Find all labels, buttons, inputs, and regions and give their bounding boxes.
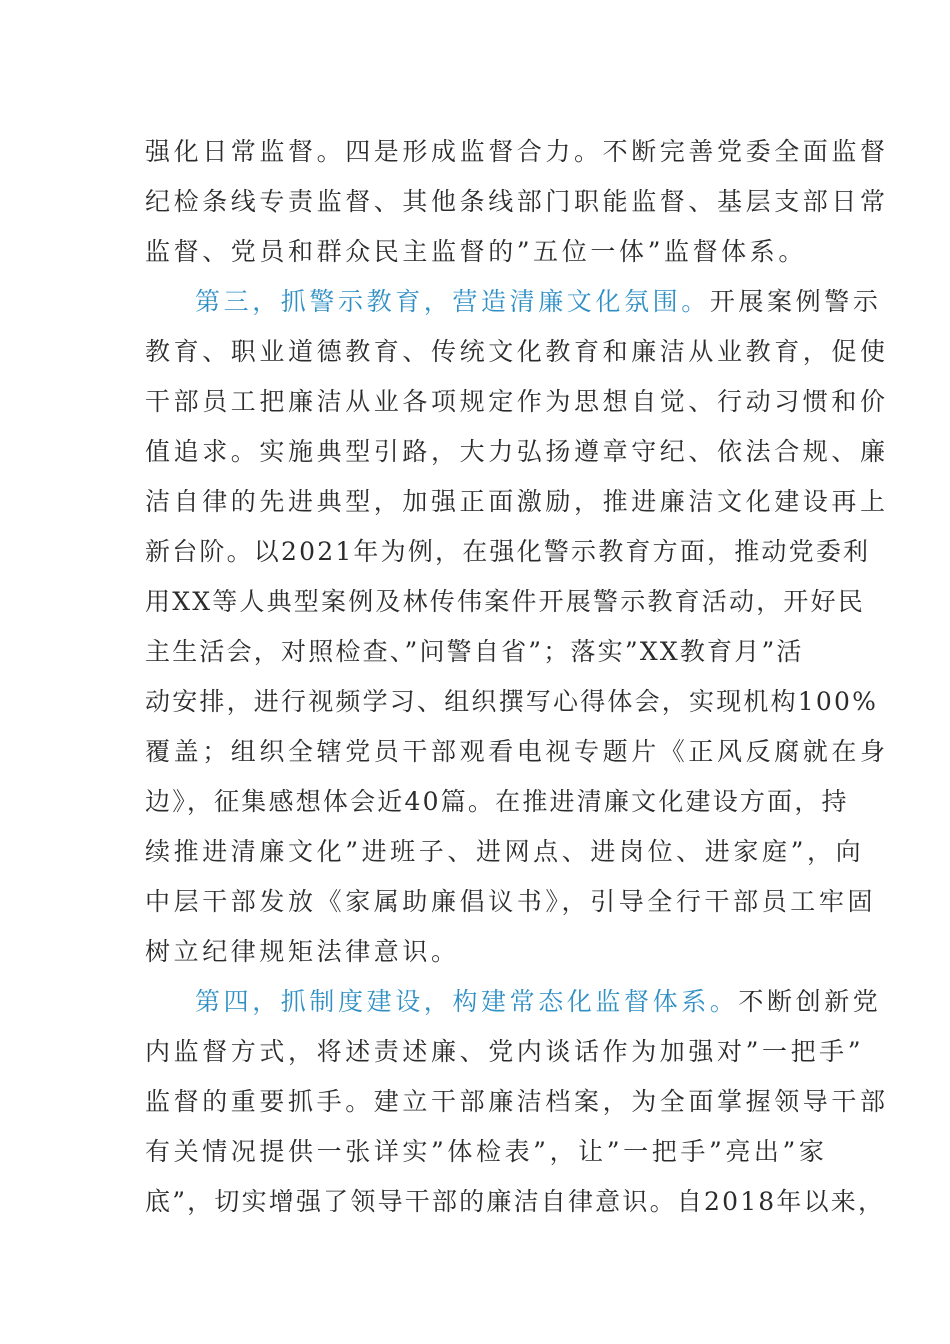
text-line: 强化日常监督。四是形成监督合力。不断完善党委全面监督 <box>145 137 889 166</box>
text-line: 纪检条线专责监督、其他条线部门职能监督、基层支部日常 <box>145 187 889 216</box>
text-line: 教育、职业道德教育、传统文化教育和廉洁从业教育，促使 <box>145 337 889 366</box>
text-line: 监督、党员和群众民主监督的”五位一体”监督体系。 <box>145 237 807 266</box>
text-line: 边》，征集感想体会近40篇。在推进清廉文化建设方面，持 <box>145 787 849 816</box>
paragraph-line <box>195 982 882 1022</box>
text-line: 有关情况提供一张详实”体检表”，让”一把手”亮出”家 <box>145 1137 828 1166</box>
text-line: 覆盖；组织全辖党员干部观看电视专题片《正风反腐就在身 <box>145 737 889 766</box>
section-heading-4: 第四，抓制度建设，构建常态化监督体系。 <box>195 987 739 1016</box>
text-line: 中层干部发放《家属助廉倡议书》，引导全行干部员工牢固 <box>145 887 877 916</box>
section-heading-3: 第三，抓警示教育，营造清廉文化氛围。 <box>195 287 710 316</box>
text-line: 内监督方式，将述责述廉、党内谈话作为加强对”一把手” <box>145 1037 865 1066</box>
text-run: 不断创新党 <box>738 987 882 1016</box>
text-line: 树立纪律规矩法律意识。 <box>145 937 460 966</box>
text-line: 值追求。实施典型引路，大力弘扬遵章守纪、依法合规、廉 <box>145 437 889 466</box>
text-line: 洁自律的先进典型，加强正面激励，推进廉洁文化建设再上 <box>145 487 889 516</box>
text-run: 开展案例警示 <box>709 287 882 316</box>
paragraph-line <box>195 282 882 322</box>
text-line: 监督的重要抓手。建立干部廉洁档案，为全面掌握领导干部 <box>145 1087 889 1116</box>
text-line: 干部员工把廉洁从业各项规定作为思想自觉、行动习惯和价 <box>145 387 889 416</box>
text-line: 动安排，进行视频学习、组织撰写心得体会，实现机构100% <box>145 687 879 716</box>
text-line: 主生活会，对照检查、”问警自省”；落实”XX教育月”活 <box>145 637 804 666</box>
text-line: 底”，切实增强了领导干部的廉洁自律意识。自2018年以来， <box>145 1187 886 1216</box>
text-line: 新台阶。以2021年为例，在强化警示教育方面，推动党委利 <box>145 537 871 566</box>
text-line: 用XX等人典型案例及林传伟案件开展警示教育活动，开好民 <box>145 587 865 616</box>
text-line: 续推进清廉文化”进班子、进网点、进岗位、进家庭”，向 <box>145 837 865 866</box>
